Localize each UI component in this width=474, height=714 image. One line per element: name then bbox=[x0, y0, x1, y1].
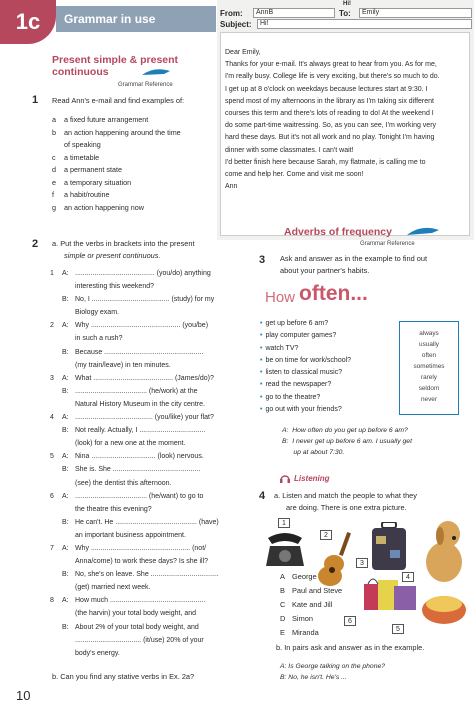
habit-questions-list bbox=[260, 318, 400, 416]
person-item bbox=[280, 570, 370, 584]
dialogue-number bbox=[50, 359, 62, 372]
dialogue-speaker: A: bbox=[62, 453, 69, 461]
person-letter: C bbox=[280, 600, 286, 609]
dialogue-speaker: A: bbox=[62, 492, 69, 500]
question-text: read the newspaper? bbox=[265, 381, 332, 389]
dialogue-number: 5 bbox=[50, 453, 54, 461]
habit-question bbox=[260, 379, 400, 391]
dialogue-speaker bbox=[62, 607, 75, 620]
dialogue-speaker bbox=[62, 359, 75, 372]
dialogue-number: 2 bbox=[50, 322, 54, 330]
item-text: an action happening now bbox=[64, 202, 144, 212]
dialogue-line bbox=[50, 542, 250, 555]
exercise-2-number: 2 bbox=[32, 238, 39, 250]
dialogue-line bbox=[50, 490, 250, 503]
habit-question bbox=[260, 330, 400, 342]
dialogue-number bbox=[50, 568, 62, 581]
dialogue-line bbox=[50, 634, 250, 647]
person-letter: D bbox=[280, 614, 286, 623]
person-item bbox=[280, 598, 370, 612]
dialogue-line bbox=[50, 581, 250, 594]
dialogue-line bbox=[50, 411, 250, 424]
picture-number-3: 3 bbox=[356, 558, 368, 568]
dialogue-line bbox=[50, 293, 250, 306]
dialogue-line bbox=[50, 398, 250, 411]
exercise-2-dialogues bbox=[50, 267, 250, 660]
picture-number-4: 4 bbox=[402, 572, 414, 582]
dialogue-text: in such a rush? bbox=[75, 335, 123, 343]
exercise-2a-instruction-line1: a. Put the verbs in brackets into the present bbox=[52, 239, 195, 248]
habit-question bbox=[260, 355, 400, 367]
question-text: be on time for work/school? bbox=[265, 356, 352, 364]
bullet-icon: • bbox=[260, 356, 263, 364]
example-line: A: Is George talking on the phone? bbox=[280, 663, 386, 670]
dialogue-speaker bbox=[62, 477, 75, 490]
often-word: often... bbox=[299, 282, 368, 305]
suitcase-picture bbox=[370, 522, 408, 572]
list-item bbox=[52, 152, 212, 165]
dialogue-text: (look) for a new one at the moment. bbox=[75, 440, 186, 448]
dialogue-line bbox=[50, 319, 250, 332]
dialogue-number: 8 bbox=[50, 597, 54, 605]
item-text: a habit/routine bbox=[64, 190, 110, 199]
dialogue-text: ..................................... (he/work) at the bbox=[75, 387, 198, 395]
dialogue-line bbox=[50, 463, 250, 476]
dialogue-number bbox=[50, 332, 62, 345]
dialogue-speaker: B: bbox=[62, 427, 69, 435]
email-line: I'd better finish here because Sarah, my flatmate, is calling me to bbox=[225, 158, 426, 166]
dialogue-text: ......................................... (you/do) anything bbox=[75, 270, 211, 277]
exercise-1-number: 1 bbox=[32, 94, 39, 106]
exercise-1-instruction: Read Ann's e-mail and find examples of: bbox=[52, 96, 185, 105]
grammar-reference-label: Grammar Reference bbox=[118, 82, 173, 88]
dialogue-text: Not really. Actually, I .................................. bbox=[75, 427, 206, 435]
dialogue-number: 3 bbox=[50, 374, 54, 382]
people-list bbox=[280, 570, 370, 640]
exercise-4b-example bbox=[280, 661, 385, 683]
dialogue-text: the theatre this evening? bbox=[75, 505, 152, 513]
dialogue-text: Biology exam. bbox=[75, 309, 119, 317]
item-letter: d bbox=[52, 165, 56, 174]
dialogue-speaker bbox=[62, 437, 75, 450]
dialogue-number bbox=[50, 463, 62, 476]
adverbs-heading: Adverbs of frequency bbox=[284, 226, 392, 238]
dialogue-text: body's energy. bbox=[75, 649, 120, 657]
habit-question bbox=[260, 318, 400, 330]
dialogue-number: 6 bbox=[50, 492, 54, 500]
item-letter: g bbox=[52, 202, 56, 212]
item-text: a fixed future arrangement bbox=[64, 115, 149, 124]
dialogue-speaker bbox=[62, 398, 75, 411]
dialogue-number bbox=[50, 555, 62, 568]
dialogue-speaker bbox=[62, 634, 75, 647]
arrow-icon bbox=[140, 66, 174, 78]
dialogue-text: He can't. He .......................................... (have) bbox=[75, 518, 219, 526]
bullet-icon: • bbox=[260, 406, 263, 414]
dialogue-text: ..................................... (he/want) to go to bbox=[75, 492, 204, 500]
dialogue-speaker: B: bbox=[62, 348, 69, 356]
question-text: go out with your friends? bbox=[265, 406, 342, 414]
email-line: I get up at 8 o'clock on weekdays because lectures start at 9:30. I bbox=[225, 85, 428, 93]
dialogue-text: No, I ........................................ (study) for my bbox=[75, 296, 215, 304]
dialogue-text: Nina ................................. (look) nervous. bbox=[75, 453, 204, 461]
dialogue-number bbox=[50, 647, 62, 660]
dialogue-line bbox=[50, 280, 250, 293]
dialogue-number bbox=[50, 581, 62, 594]
dialogue-line bbox=[50, 503, 250, 516]
dialogue-number bbox=[50, 621, 62, 634]
item-letter bbox=[52, 139, 64, 152]
email-to-field: Emily bbox=[359, 8, 472, 18]
dialogue-line bbox=[50, 385, 250, 398]
dialogue-number bbox=[50, 346, 62, 359]
picture-number-5: 5 bbox=[392, 624, 404, 634]
exercise-2a-instruction-line2: simple or present continuous. bbox=[64, 251, 161, 260]
dialogue-line bbox=[50, 424, 250, 437]
example-line: B: No, he isn't. He's ... bbox=[280, 674, 347, 681]
dialogue-line bbox=[50, 346, 250, 359]
dialogue-speaker: A: bbox=[62, 270, 69, 277]
email-line: I'm really busy. College life is very exciting, but there's so much to do. bbox=[225, 73, 440, 81]
email-subject-label: Subject: bbox=[220, 20, 252, 29]
list-item bbox=[52, 164, 212, 177]
email-line: Ann bbox=[225, 183, 238, 191]
dialogue-number bbox=[50, 634, 62, 647]
dialogue-text: How much ................................................. bbox=[75, 597, 206, 605]
frequency-word: seldom bbox=[418, 385, 440, 392]
dialogue-speaker bbox=[62, 529, 75, 542]
email-line: come and help her. Come and visit me soon! bbox=[225, 171, 364, 179]
dialogue-line bbox=[50, 594, 250, 607]
exercise-3-example bbox=[282, 425, 472, 458]
dialogue-speaker: A: bbox=[62, 414, 69, 422]
dialogue-number bbox=[50, 503, 62, 516]
dialogue-line bbox=[50, 437, 250, 450]
person-name: George bbox=[292, 572, 317, 581]
dialogue-speaker: B: bbox=[62, 571, 69, 579]
page-number: 10 bbox=[16, 688, 31, 703]
dialogue-line bbox=[50, 306, 250, 319]
dialogue-text: an important business appointment. bbox=[75, 531, 186, 539]
headphones-icon bbox=[280, 474, 290, 484]
exercise-4b-instruction: b. In pairs ask and answer as in the example. bbox=[276, 643, 425, 652]
email-subject-field: Hi! bbox=[257, 19, 472, 29]
email-line: Dear Emily, bbox=[225, 49, 261, 56]
dialogue-number: 4 bbox=[50, 414, 54, 422]
item-letter: a bbox=[52, 115, 56, 124]
bullet-icon: • bbox=[260, 369, 263, 377]
dialogue-speaker bbox=[62, 555, 75, 568]
item-text: a permanent state bbox=[64, 165, 122, 174]
frequency-word: never bbox=[421, 396, 437, 403]
bullet-icon: • bbox=[260, 320, 263, 327]
dialogue-number: 7 bbox=[50, 544, 54, 552]
person-name: Miranda bbox=[292, 628, 319, 637]
email-from-label: From: bbox=[220, 9, 243, 18]
unit-badge: 1c bbox=[0, 0, 56, 44]
frequency-word: often bbox=[421, 352, 437, 359]
bullet-icon: • bbox=[260, 344, 263, 352]
dialogue-speaker: B: bbox=[62, 296, 69, 304]
dialogue-line bbox=[50, 516, 250, 529]
dialogue-line bbox=[50, 359, 250, 372]
person-name: Paul and Steve bbox=[292, 586, 343, 595]
item-text: a timetable bbox=[64, 152, 100, 162]
item-text: a temporary situation bbox=[64, 177, 132, 187]
person-name: Kate and Jill bbox=[292, 600, 333, 609]
dialogue-text: interesting this weekend? bbox=[75, 283, 154, 291]
list-item bbox=[52, 114, 212, 127]
item-letter: c bbox=[52, 152, 56, 162]
dialogue-text: Natural History Museum in the city centre. bbox=[75, 400, 205, 408]
email-line: courses this term and there's lots of reading to do! At the weekend I bbox=[225, 110, 434, 118]
dialogue-number: 1 bbox=[50, 270, 54, 277]
person-name: Simon bbox=[292, 614, 313, 623]
dialogue-number bbox=[50, 477, 62, 490]
example-line: A: How often do you get up before 6 am? bbox=[282, 427, 408, 434]
dialogue-number bbox=[50, 516, 62, 529]
item-letter: b bbox=[52, 127, 56, 137]
food-bowl-picture bbox=[420, 584, 472, 628]
dialogue-speaker bbox=[62, 332, 75, 345]
picture-number-2: 2 bbox=[320, 530, 332, 540]
picture-number-6: 6 bbox=[344, 616, 356, 626]
list-item bbox=[52, 139, 212, 152]
dialogue-number bbox=[50, 293, 62, 306]
dialogue-speaker: A: bbox=[62, 374, 69, 382]
dialogue-speaker: A: bbox=[62, 544, 69, 552]
grammar-heading-line2: continuous bbox=[52, 66, 109, 78]
arrow-icon bbox=[405, 224, 443, 238]
dialogue-text: ........................................ (you/like) your flat? bbox=[75, 414, 214, 422]
dialogue-line bbox=[50, 647, 250, 660]
person-item bbox=[280, 584, 370, 598]
listening-heading: Listening bbox=[294, 474, 330, 483]
bullet-icon: • bbox=[260, 393, 263, 401]
exercise-3-instruction-line2: about your partner's habits. bbox=[280, 266, 370, 275]
dialogue-line bbox=[50, 621, 250, 634]
dialogue-line bbox=[50, 477, 250, 490]
dialogue-speaker bbox=[62, 581, 75, 594]
dialogue-text: (the harvin) your total body weight, and bbox=[75, 610, 197, 618]
picture-number-1: 1 bbox=[278, 518, 290, 528]
exercise-2b-instruction: b. Can you find any stative verbs in Ex. 2a? bbox=[52, 672, 195, 681]
habit-question bbox=[260, 392, 400, 404]
dialogue-line bbox=[50, 372, 250, 385]
person-letter: B bbox=[280, 586, 285, 595]
example-line: up at about 7:30. bbox=[282, 449, 345, 456]
dialogue-speaker: B: bbox=[62, 387, 69, 395]
dialogue-line bbox=[50, 332, 250, 345]
dialogue-text: .................................. (it/use) 20% of your bbox=[75, 636, 204, 644]
exercise-1-list bbox=[52, 114, 212, 214]
person-letter: E bbox=[280, 628, 285, 637]
question-text: watch TV? bbox=[265, 344, 299, 352]
question-text: play computer games? bbox=[265, 332, 337, 340]
dialogue-number bbox=[50, 398, 62, 411]
dialogue-text: She is. She ............................................. bbox=[75, 466, 201, 474]
how-word: How bbox=[265, 289, 296, 306]
dialogue-text: Why ................................................... (not/ bbox=[75, 544, 207, 552]
dialogue-text: No, she's on leave. She ................................... bbox=[75, 571, 219, 579]
bullet-icon: • bbox=[260, 332, 263, 340]
email-body bbox=[225, 47, 471, 193]
list-item bbox=[52, 177, 212, 190]
list-item bbox=[52, 189, 212, 202]
dialogue-speaker: A: bbox=[62, 597, 69, 605]
dialogue-text: (see) the dentist this afternoon. bbox=[75, 479, 172, 487]
email-from-field: AnnB bbox=[253, 8, 335, 18]
frequency-word: always bbox=[419, 330, 439, 337]
frequency-word: rarely bbox=[421, 374, 437, 381]
dialogue-speaker bbox=[62, 280, 75, 293]
habit-question bbox=[260, 367, 400, 379]
frequency-word: sometimes bbox=[413, 363, 445, 370]
email-line: hard these days. But it's not all work and no play. Tonight I'm having bbox=[225, 134, 435, 142]
grammar-heading-line1: Present simple & present bbox=[52, 54, 179, 66]
exercise-4a-instruction-line1: a. Listen and match the people to what they bbox=[274, 491, 417, 500]
dialogue-speaker bbox=[62, 647, 75, 660]
bullet-icon: • bbox=[260, 381, 263, 389]
email-line: spend most of my afternoons in the library as I'm taking six different bbox=[225, 97, 434, 105]
dialogue-number bbox=[50, 424, 62, 437]
person-letter: A bbox=[280, 572, 285, 581]
exercise-4a-instruction-line2: are doing. There is one extra picture. bbox=[286, 503, 407, 512]
dialogue-speaker: B: bbox=[62, 518, 69, 526]
list-item bbox=[52, 202, 212, 215]
email-to-label: To: bbox=[339, 9, 351, 18]
list-item bbox=[52, 127, 212, 140]
section-title: Grammar in use bbox=[56, 6, 216, 32]
dialogue-number bbox=[50, 306, 62, 319]
exercise-3-number: 3 bbox=[259, 254, 266, 266]
email-line: dinner with some classmates. I can't wait! bbox=[225, 146, 354, 154]
dialogue-text: Why .............................................. (you/be) bbox=[75, 322, 209, 330]
dialogue-line bbox=[50, 555, 250, 568]
dialogue-speaker bbox=[62, 306, 75, 319]
dialogue-number bbox=[50, 607, 62, 620]
question-text: go to the theatre? bbox=[265, 393, 321, 401]
dialogue-text: (my train/leave) in ten minutes. bbox=[75, 361, 171, 369]
dialogue-text: (get) married next week. bbox=[75, 584, 151, 592]
dialogue-line bbox=[50, 607, 250, 620]
dialogue-speaker bbox=[62, 503, 75, 516]
email-line: do some part-time waitressing. So, as you can see, I'm working very bbox=[225, 122, 437, 130]
question-text: listen to classical music? bbox=[265, 369, 343, 377]
dialogue-speaker: A: bbox=[62, 322, 69, 330]
exercise-4-number: 4 bbox=[259, 490, 266, 502]
habit-question bbox=[260, 404, 400, 416]
dialogue-text: Anna/come) to work these days? Is she ill? bbox=[75, 558, 209, 566]
question-text: get up before 6 am? bbox=[265, 320, 329, 327]
habit-question bbox=[260, 343, 400, 355]
exercise-3-instruction-line1: Ask and answer as in the example to find out bbox=[280, 254, 428, 263]
dialogue-number bbox=[50, 280, 62, 293]
item-letter: e bbox=[52, 177, 56, 187]
dialogue-line bbox=[50, 568, 250, 581]
dialogue-number bbox=[50, 529, 62, 542]
dialogue-text: Because ................................................... bbox=[75, 348, 204, 356]
dialogue-line bbox=[50, 450, 250, 463]
dialogue-speaker: B: bbox=[62, 466, 69, 474]
telephone-picture bbox=[262, 528, 308, 570]
example-line: B: I never get up before 6 am. I usually get bbox=[282, 438, 412, 445]
dialogue-line bbox=[50, 529, 250, 542]
person-item bbox=[280, 626, 370, 640]
frequency-word: usually bbox=[419, 341, 439, 348]
person-item bbox=[280, 612, 370, 626]
frequency-adverbs-box bbox=[399, 321, 459, 415]
email-hi-tab: Hi! bbox=[343, 1, 351, 7]
item-text: an action happening around the time bbox=[64, 127, 181, 137]
dialogue-speaker: B: bbox=[62, 623, 69, 631]
dog-picture bbox=[422, 518, 472, 584]
dialogue-number bbox=[50, 437, 62, 450]
dialogue-text: What ......................................... (James/do)? bbox=[75, 374, 214, 382]
item-text: of speaking bbox=[64, 140, 101, 149]
email-line: Thanks for your e-mail. It's always great to hear from you. As for me, bbox=[225, 61, 437, 69]
dialogue-line bbox=[50, 267, 250, 280]
dialogue-number bbox=[50, 385, 62, 398]
adverbs-grammar-reference: Grammar Reference bbox=[360, 241, 415, 247]
dialogue-text: About 2% of your total body weight, and bbox=[75, 623, 199, 631]
item-letter: f bbox=[52, 190, 54, 199]
